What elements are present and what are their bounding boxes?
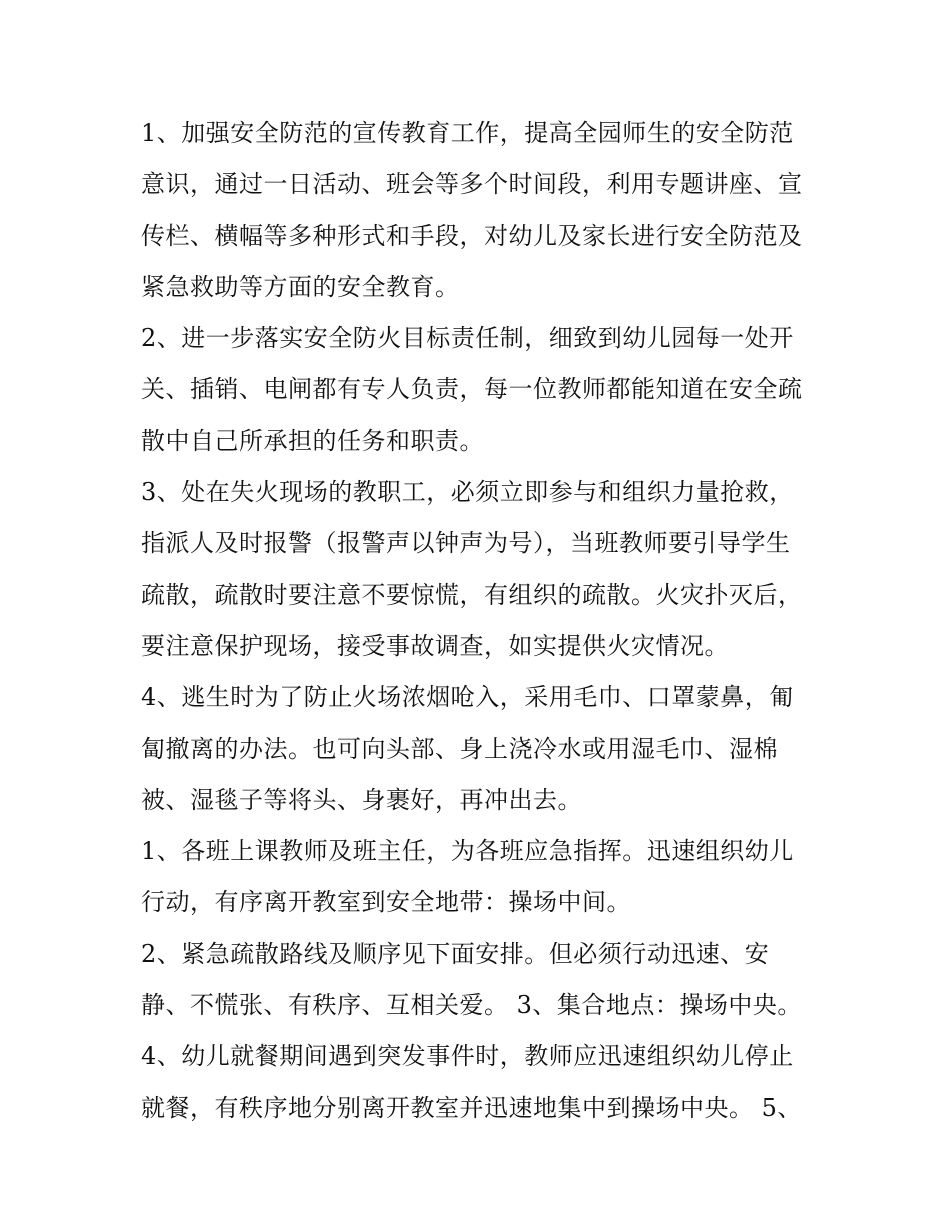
text-line: 4、逃生时为了防止火场浓烟呛入，采用毛巾、口罩蒙鼻，匍	[141, 683, 794, 712]
text-line: 指派人及时报警（报警声以钟声为号），当班教师要引导学生	[141, 529, 791, 558]
text-line: 疏散，疏散时要注意不要惊慌，有组织的疏散。火灾扑灭后，	[141, 580, 803, 609]
text-line: 关、插销、电闸都有专人负责，每一位教师都能知道在安全疏	[141, 375, 803, 404]
text-line: 静、不慌张、有秩序、互相关爱。 3、集合地点：操场中央。	[141, 991, 802, 1020]
text-line: 要注意保护现场，接受事故调查，如实提供火灾情况。	[141, 631, 729, 660]
text-line: 意识，通过一日活动、班会等多个时间段，利用专题讲座、宣	[141, 170, 803, 199]
text-line: 紧急救助等方面的安全教育。	[141, 272, 460, 301]
text-line: 就餐，有秩序地分别离开教室并迅速地集中到操场中央。 5、	[141, 1093, 802, 1122]
text-line: 2、紧急疏散路线及顺序见下面安排。但必须行动迅速、安	[141, 939, 770, 968]
text-line: 3、处在失火现场的教职工，必须立即参与和组织力量抢救，	[141, 478, 794, 507]
document-body	[141, 108, 831, 1134]
text-line: 行动，有序离开教室到安全地带：操场中间。	[141, 888, 631, 917]
text-line: 1、各班上课教师及班主任，为各班应急指挥。迅速组织幼儿	[141, 837, 794, 866]
text-line: 4、幼儿就餐期间遇到突发事件时，教师应迅速组织幼儿停止	[141, 1042, 794, 1071]
text-line: 1、加强安全防范的宣传教育工作，提高全园师生的安全防范	[141, 119, 794, 147]
text-line: 散中自己所承担的任务和职责。	[141, 426, 484, 455]
text-line: 被、湿毯子等将头、身裹好，再冲出去。	[141, 785, 582, 814]
text-line: 匐撤离的办法。也可向头部、身上浇冷水或用湿毛巾、湿棉	[141, 734, 778, 763]
text-line: 传栏、横幅等多种形式和手段，对幼儿及家长进行安全防范及	[141, 221, 803, 250]
text-line: 2、进一步落实安全防火目标责任制，细致到幼儿园每一处开	[141, 324, 794, 353]
